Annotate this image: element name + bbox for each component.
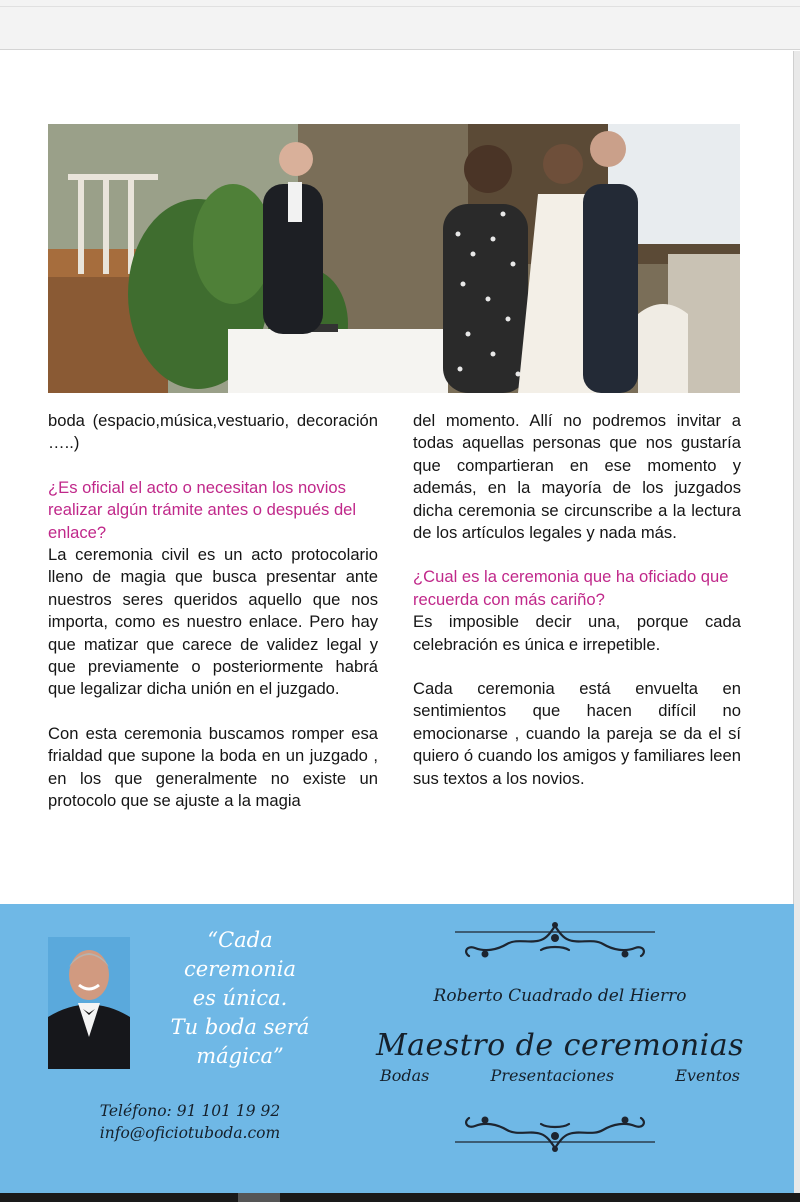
quote-line: mágica”: [196, 1044, 284, 1068]
body-paragraph: del momento. Allí no podremos invitar a todas aquellas personas que nos gustaría que compartieran en ese momento y además, en la mayoría de los juzgados dicha ceremonia se circunscribe a la lectura de los artículos legales y nada más.: [413, 411, 741, 543]
article-column-left: [48, 410, 378, 813]
quote-line: Tu boda será: [170, 1015, 310, 1039]
interview-question: ¿Es oficial el acto o necesitan los novios realizar algún trámite antes o después del enlace?: [48, 477, 357, 542]
body-paragraph: La ceremonia civil es un acto protocolario lleno de magia que busca presentar ante nuestros seres queridos aquello que nos importa, como es nuestro enlace. Pero hay que matizar que carece de validez legal y que previamente o posteriormente habrá que legalizar dicha unión en el juzgado.: [48, 545, 378, 699]
paragraph-gap: [413, 656, 741, 678]
body-paragraph: boda (espacio,música,vestuario, decoración …..): [48, 411, 378, 453]
body-paragraph: Con esta ceremonia buscamos romper esa frialdad que supone la boda en un juzgado , en los que generalmente no existe un protocolo que se ajuste a la magia: [48, 723, 378, 811]
phone-number: Teléfono: 91 101 19 92: [99, 1102, 281, 1120]
officiant-title: Maestro de ceremonias: [375, 1028, 745, 1063]
body-paragraph: Cada ceremonia está envuelta en sentimientos que hacen difícil no emocionarse , cuando la pareja se da el sí quiero ó cuando los amigos y familiares leen sus textos a los novios.: [413, 679, 741, 788]
email-address: info@oficiotuboda.com: [99, 1124, 281, 1142]
service-bodas: Bodas: [380, 1066, 430, 1085]
interview-question: ¿Cual es la ceremonia que ha oficiado que recuerda con más cariño?: [413, 567, 729, 609]
officiant-portrait: [48, 937, 130, 1069]
ornament-top: [455, 918, 655, 962]
ceremony-photo: [48, 124, 740, 393]
paragraph-gap: [413, 544, 741, 566]
quote-line: es única.: [192, 986, 288, 1010]
service-eventos: Eventos: [675, 1066, 740, 1085]
article-column-right: [413, 410, 741, 790]
scrollbar-thumb[interactable]: [238, 1193, 280, 1202]
body-paragraph: Es imposible decir una, porque cada celebración es única e irrepetible.: [413, 612, 741, 654]
advert-contact: [40, 1100, 340, 1144]
service-presentaciones: Presentaciones: [490, 1066, 615, 1085]
quote-line: “Cada: [207, 928, 273, 952]
advert-quote: [150, 926, 330, 1071]
quote-line: ceremonia: [184, 957, 296, 981]
officiant-name: Roberto Cuadrado del Hierro: [433, 986, 687, 1006]
services-list: [380, 1066, 740, 1085]
paragraph-gap: [48, 455, 378, 477]
paragraph-gap: [48, 701, 378, 723]
viewer-toolbar: [0, 0, 800, 50]
viewer-scrollbar[interactable]: [0, 1193, 800, 1202]
page-edge: [794, 51, 800, 1193]
ornament-bottom: [455, 1110, 655, 1154]
